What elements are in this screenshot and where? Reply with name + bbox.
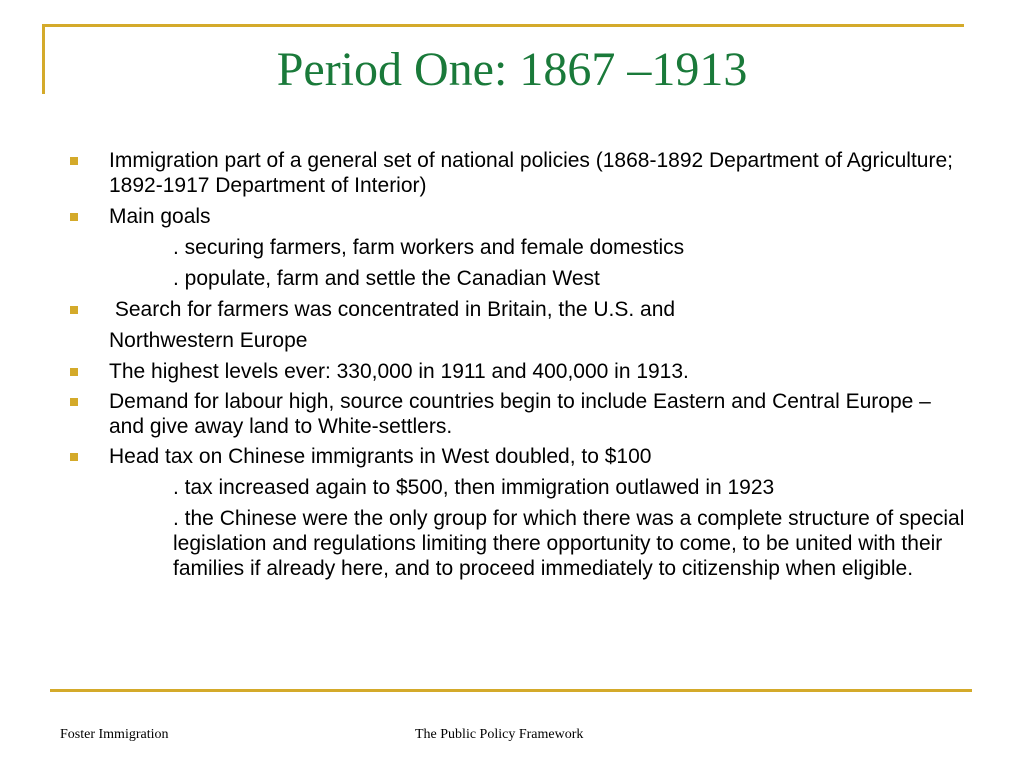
bullet-square-icon (70, 453, 78, 461)
sub-item (70, 266, 970, 291)
slide-title: Period One: 1867 –1913 (276, 43, 748, 96)
sub-item (70, 475, 970, 500)
bullet-text: The highest levels ever: 330,000 in 1911 and 400,000 in 1913. (109, 360, 689, 383)
bullet-item (70, 297, 970, 322)
bullet-text: Head tax on Chinese immigrants in West doubled, to $100 (109, 445, 652, 468)
bullet-text: Search for farmers was concentrated in Britain, the U.S. and (109, 298, 676, 321)
footer-left-text: Foster Immigration (60, 727, 169, 742)
sub-item-text: . populate, farm and settle the Canadian West (173, 267, 600, 290)
bullet-square-icon (70, 306, 78, 314)
sub-item (70, 506, 970, 581)
bullet-square-icon (70, 213, 78, 221)
footer-center-text: The Public Policy Framework (415, 727, 584, 742)
bullet-item (70, 204, 970, 229)
bullet-text: Demand for labour high, source countries begin to include Eastern and Central Europe – and give away land to White-settlers. (109, 390, 931, 438)
bullet-text: Main goals (109, 205, 211, 228)
bullet-item (70, 444, 970, 469)
top-frame-line (42, 24, 964, 27)
bullet-item (70, 148, 970, 198)
bullet-square-icon (70, 157, 78, 165)
bullet-item (70, 359, 970, 384)
bullet-text: Immigration part of a general set of national policies (1868-1892 Department of Agriculture; 1892-1917 Department of Interior) (109, 149, 953, 197)
slide-content (70, 148, 970, 581)
continuation-line (70, 328, 970, 353)
sub-item-text: . the Chinese were the only group for which there was a complete structure of special legislation and regulations limiting there opportunity to come, to be united with their families if already here, and to proceed immediately to citizenship when eligible. (173, 507, 965, 580)
sub-item (70, 235, 970, 260)
sub-item-text: . securing farmers, farm workers and female domestics (173, 236, 685, 259)
footer-line (50, 689, 972, 692)
continuation-text: Northwestern Europe (109, 329, 308, 352)
sub-item-text: . tax increased again to $500, then immigration outlawed in 1923 (173, 476, 775, 499)
bullet-square-icon (70, 368, 78, 376)
bullet-item (70, 389, 970, 439)
bullet-square-icon (70, 398, 78, 406)
